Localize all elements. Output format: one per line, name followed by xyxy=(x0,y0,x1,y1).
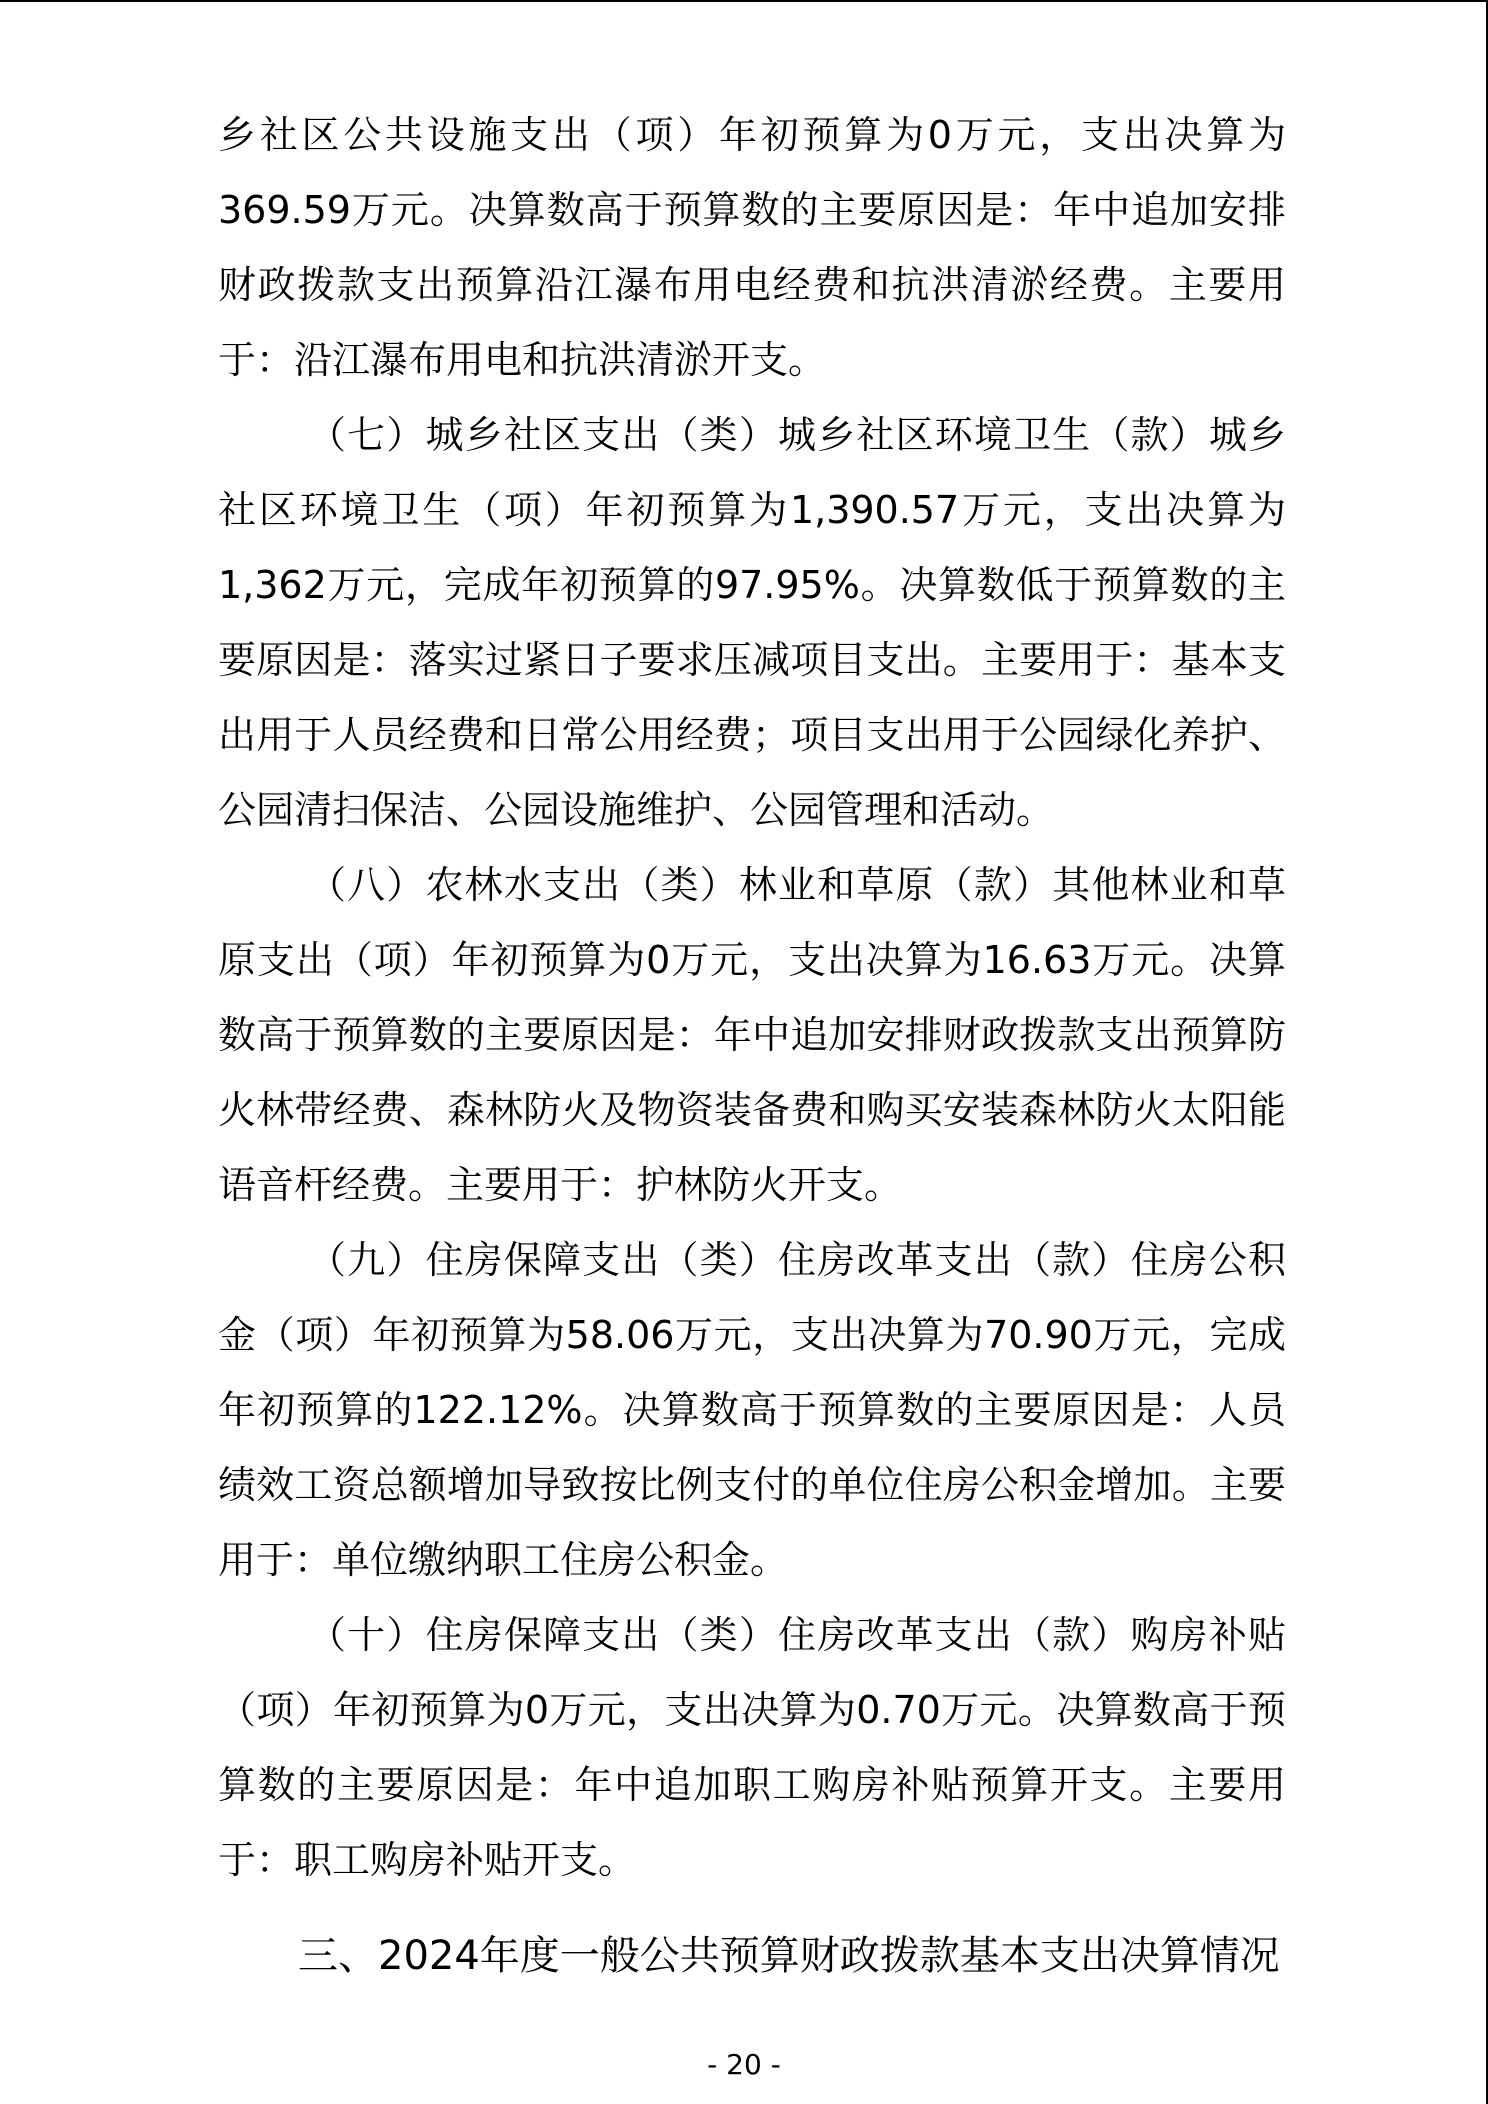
body-text xyxy=(218,98,1286,1898)
paragraph-item-10: （十）住房保障支出（类）住房改革支出（款）购房补贴（项）年初预算为0万元，支出决算为0.70万元。决算数高于预算数的主要原因是：年中追加职工购房补贴预算开支。主要用于：职工购房补贴开支。 xyxy=(218,1613,1286,1882)
page-number: - 20 - xyxy=(707,2048,781,2081)
top-border-line xyxy=(0,0,1488,2)
section-heading: 三、2024年度一般公共预算财政拨款基本支出决算情况 xyxy=(298,1933,1280,1979)
paragraph-continuation: 乡社区公共设施支出（项）年初预算为0万元，支出决算为369.59万元。决算数高于预算数的主要原因是：年中追加安排财政拨款支出预算沿江瀑布用电经费和抗洪清淤经费。主要用于：沿江瀑布用电和抗洪清淤开支。 xyxy=(218,113,1286,382)
paragraph-item-8: （八）农林水支出（类）林业和草原（款）其他林业和草原支出（项）年初预算为0万元，支出决算为16.63万元。决算数高于预算数的主要原因是：年中追加安排财政拨款支出预算防火林带经费、森林防火及物资装备费和购买安装森林防火太阳能语音杆经费。主要用于：护林防火开支。 xyxy=(218,863,1286,1207)
paragraph-item-9: （九）住房保障支出（类）住房改革支出（款）住房公积金（项）年初预算为58.06万元，支出决算为70.90万元，完成年初预算的122.12%。决算数高于预算数的主要原因是：人员绩效工资总额增加导致按比例支付的单位住房公积金增加。主要用于：单位缴纳职工住房公积金。 xyxy=(218,1238,1286,1582)
paragraph-item-7: （七）城乡社区支出（类）城乡社区环境卫生（款）城乡社区环境卫生（项）年初预算为1,390.57万元，支出决算为1,362万元，完成年初预算的97.95%。决算数低于预算数的主要原因是：落实过紧日子要求压减项目支出。主要用于：基本支出用于人员经费和日常公用经费；项目支出用于公园绿化养护、公园清扫保洁、公园设施维护、公园管理和活动。 xyxy=(218,413,1286,832)
